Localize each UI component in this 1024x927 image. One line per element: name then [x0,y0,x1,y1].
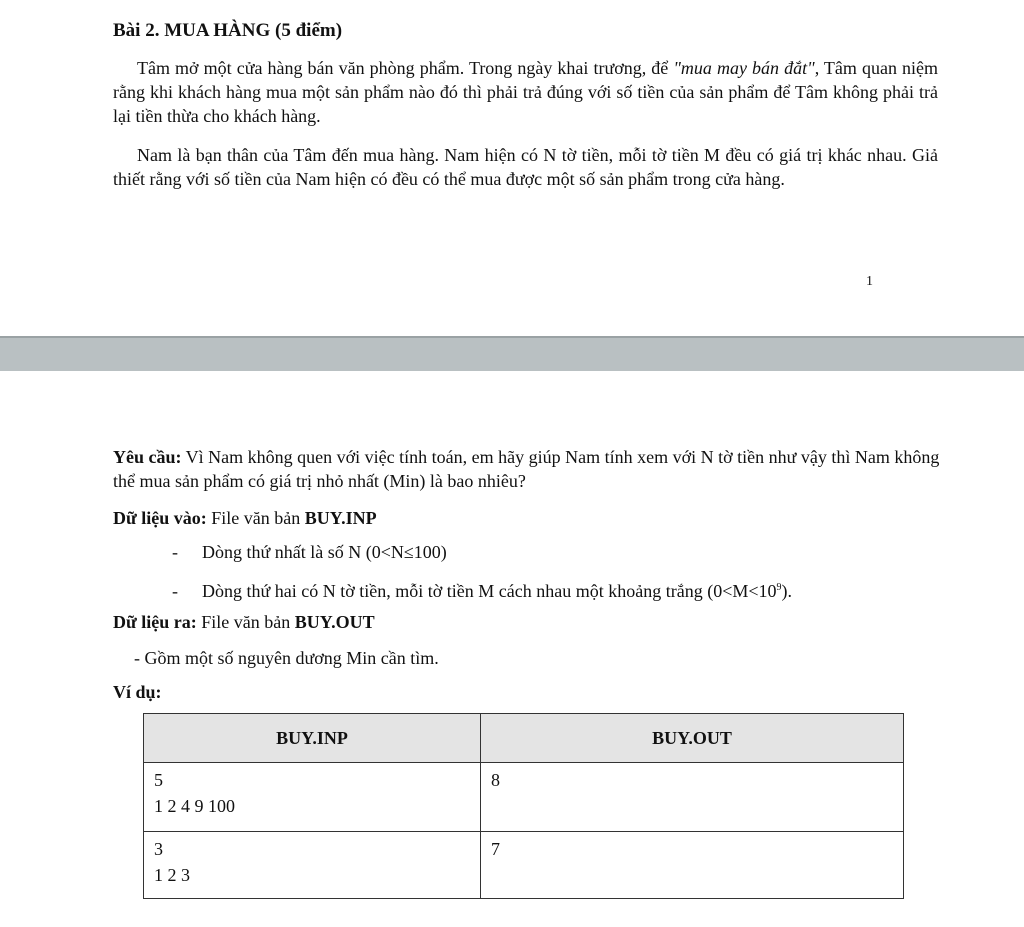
table-row [144,763,904,832]
requirement-label: Yêu cầu: [113,447,182,467]
requirement-paragraph [113,445,943,493]
output-section-heading [113,610,943,634]
input-line2-end: ). [781,581,792,601]
input-cell-line2: 1 2 3 [154,865,190,885]
input-bullet-2 [172,576,792,603]
input-line2-exponent: 9 [776,582,782,593]
intro-text-start: Tâm mở một cửa hàng bán văn phòng phẩm. Trong ngày khai trương, để [137,58,674,78]
table-header-row [144,714,904,763]
input-bullet-1 [172,540,447,564]
input-line1-text: Dòng thứ nhất là số N (0<N≤100) [202,542,447,562]
input-label-text: File văn bản [206,508,305,528]
example-table [143,713,904,899]
output-label-text: File văn bản [196,612,295,632]
input-label: Dữ liệu vào: [113,508,207,528]
input-cell-line1: 3 [154,839,163,859]
document-page-1 [0,0,1024,336]
problem-title: Bài 2. MUA HÀNG (5 điểm) [113,20,343,41]
output-description: - Gồm một số nguyên dương Min cần tìm. [134,648,439,668]
input-section-heading [113,506,943,530]
input-cell [144,763,481,832]
example-label: Ví dụ: [113,682,162,702]
header-output: BUY.OUT [481,714,904,763]
input-cell [144,832,481,899]
page-separator [0,336,1024,371]
intro-text-end: , Tâm quan niệm rằng khi khách hàng mua một sản phẩm nào đó thì phải trả đúng với số tiền của sản phẩm để Tâm không phải trả lại tiền thừa cho khách hàng. [113,58,939,126]
requirement-text: Vì Nam không quen với việc tính toán, em hãy giúp Nam tính xem với N tờ tiền như vậy thì Nam không thể mua sản phẩm có giá trị nhỏ nhất (Min) là bao nhiêu? [113,447,940,491]
header-input: BUY.INP [144,714,481,763]
page-number: 1 [866,274,873,289]
bullet-dash: - [172,542,178,562]
input-line2-text: Dòng thứ hai có N tờ tiền, mỗi tờ tiền M cách nhau một khoảng trắng (0<M<10 [202,581,777,601]
table-row [144,832,904,899]
bullet-dash: - [172,581,178,601]
input-cell-line1: 5 [154,770,163,790]
output-cell: 7 [481,832,904,899]
output-cell: 8 [481,763,904,832]
output-filename: BUY.OUT [294,612,375,632]
intro-paragraph [113,56,938,128]
input-cell-line2: 1 2 4 9 100 [154,796,235,816]
intro-quote: "mua may bán đắt" [673,58,815,78]
output-label: Dữ liệu ra: [113,612,197,632]
story-paragraph: Nam là bạn thân của Tâm đến mua hàng. Nam hiện có N tờ tiền, mỗi tờ tiền M đều có giá trị khác nhau. Giả thiết rằng với số tiền của Nam hiện có đều có thể mua được một số sản phẩm trong cửa hàng. [113,145,938,189]
input-filename: BUY.INP [304,508,377,528]
